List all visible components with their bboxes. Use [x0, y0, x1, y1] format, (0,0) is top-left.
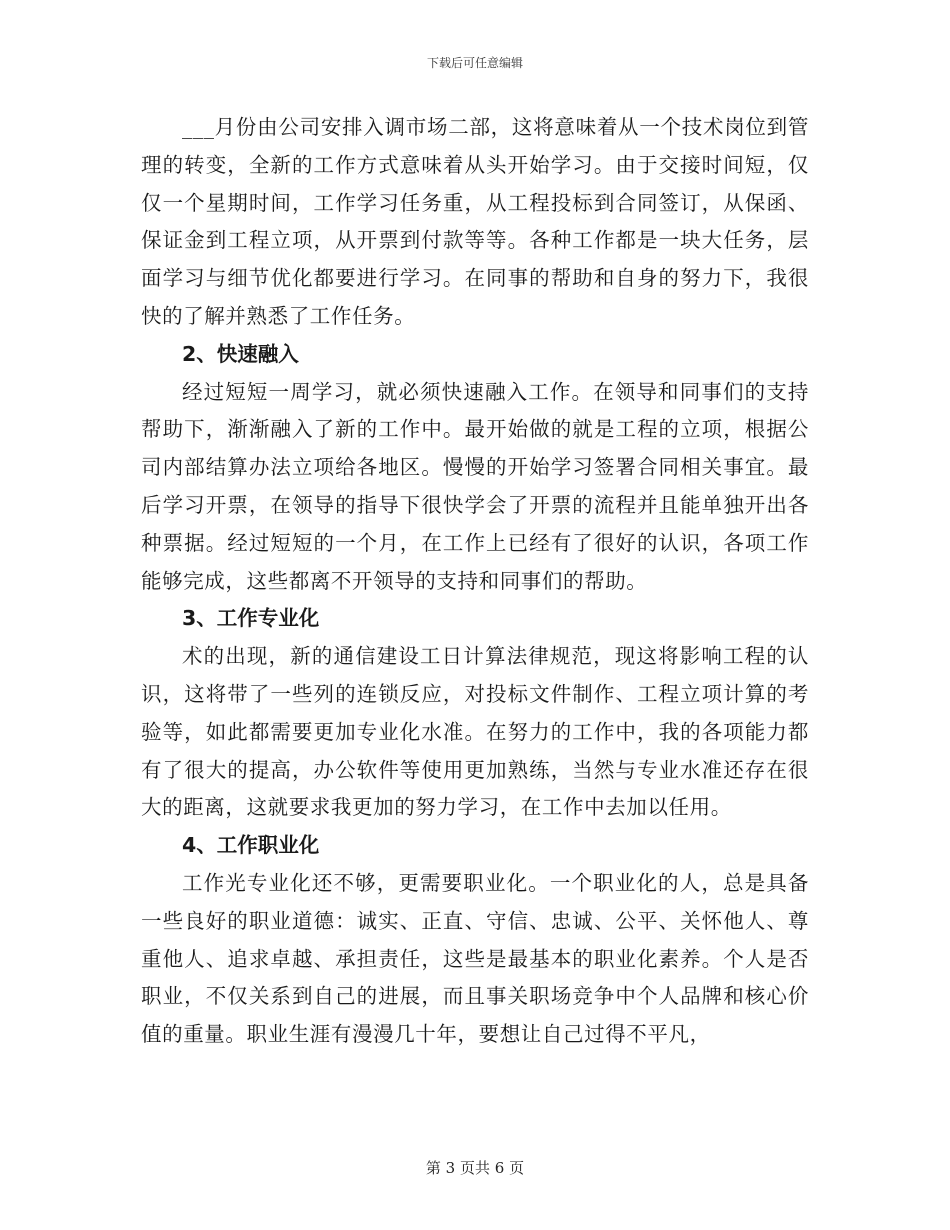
section-heading-3: 3、工作专业化 — [182, 606, 320, 631]
page-header-note: 下载后可任意编辑 — [426, 56, 523, 70]
page-number: 第 3 页共 6 页 — [425, 1159, 525, 1177]
paragraph-intro: ___月份由公司安排入调市场二部，这将意味着从一个技术岗位到管理的转变，全新的工作方式意味着从头开始学习。由于交接时间短，仅仅一个星期时间，工作学习任务重，从工程投标到合同签订，从保函、保证金到工程立项，从开票到付款等等。各种工作都是一块大任务，层面学习与细节优化都要进行学习。在同事的帮助和自身的努力下，我很快的了解并熟悉了工作任务。 — [141, 115, 809, 328]
section-heading-4: 4、工作职业化 — [182, 833, 320, 858]
paragraph-career: 工作光专业化还不够，更需要职业化。一个职业化的人，总是具备一些良好的职业道德：诚实、正直、守信、忠诚、公平、关怀他人、尊重他人、追求卓越、承担责任，这些是最基本的职业化素养。个人是否职业，不仅关系到自己的进展，而且事关职场竞争中个人品牌和核心价值的重量。职业生涯有漫漫几十年，要想让自己过得不平凡， — [141, 870, 809, 1047]
section-heading-2: 2、快速融入 — [182, 341, 299, 366]
paragraph-quick-integration: 经过短短一周学习，就必须快速融入工作。在领导和同事们的支持帮助下，渐渐融入了新的工作中。最开始做的就是工程的立项，根据公司内部结算办法立项给各地区。慢慢的开始学习签署合同相关事宜。最后学习开票，在领导的指导下很快学会了开票的流程并且能单独开出各种票据。经过短短的一个月，在工作上已经有了很好的认识，各项工作能够完成，这些都离不开领导的支持和同事们的帮助。 — [141, 379, 809, 593]
document-body — [141, 109, 809, 1054]
paragraph-professionalization: 术的出现，新的通信建设工日计算法律规范，现这将影响工程的认识，这将带了一些列的连锁反应，对投标文件制作、工程立项计算的考验等，如此都需要更加专业化水准。在努力的工作中，我的各项能力都有了很大的提高，办公软件等使用更加熟练，当然与专业水准还存在很大的距离，这就要求我更加的努力学习，在工作中去加以任用。 — [141, 644, 809, 820]
